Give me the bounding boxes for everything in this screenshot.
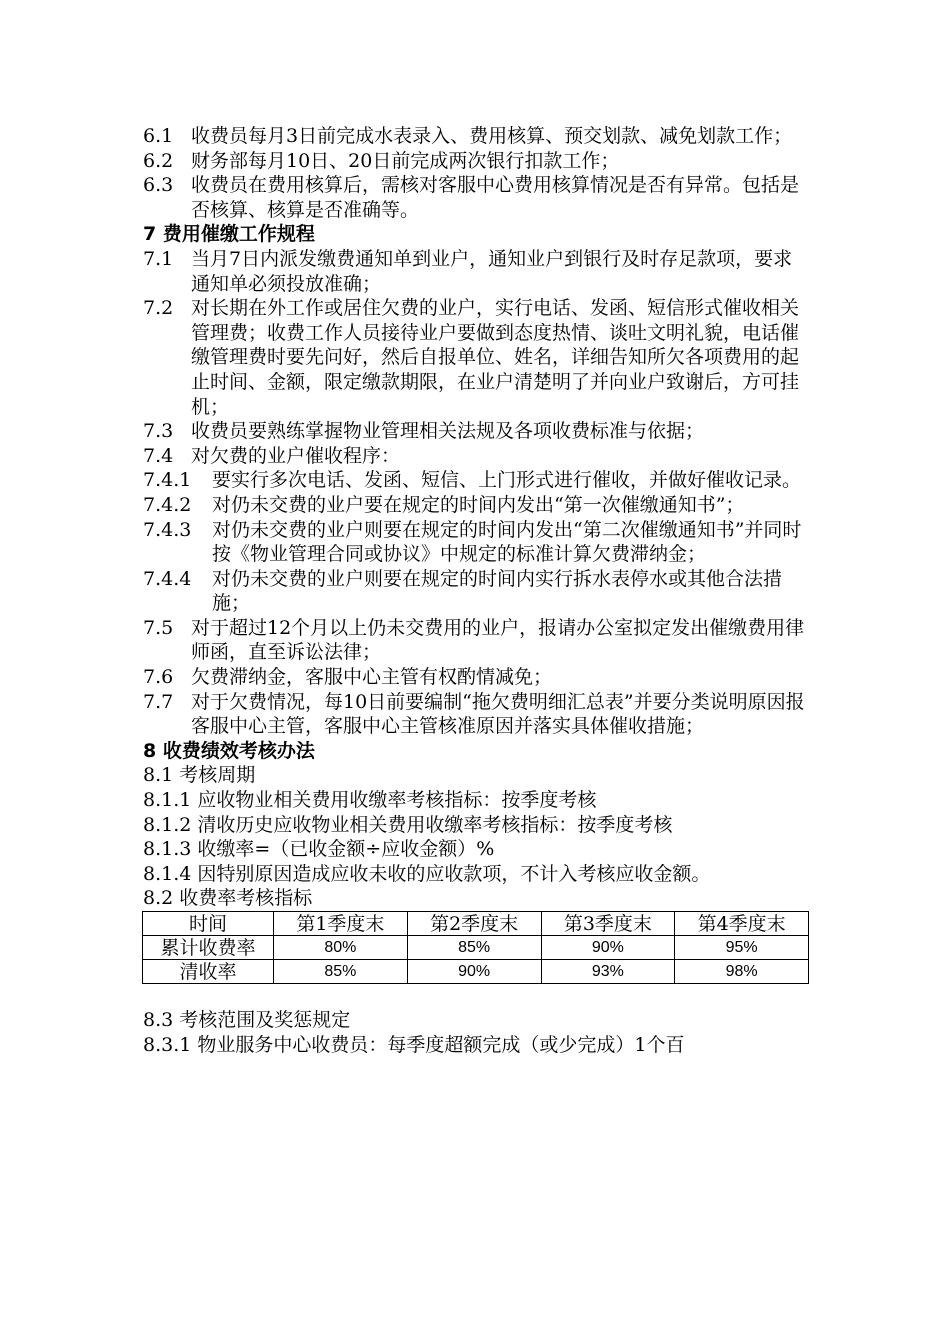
- clause-text: 对于超过12个月以上仍未交费用的业户，报请办公室拟定发出催缴费用律师函，直至诉讼法律；: [191, 616, 805, 664]
- section-7-item: [143, 468, 808, 493]
- clause-text: 对于欠费情况，每10日前要编制“拖欠费明细汇总表”并要分类说明原因报客服中心主管，客服中心主管核准原因并落实具体催收措施；: [191, 690, 805, 738]
- table-cell: 95%: [675, 936, 809, 960]
- table-cell: 85%: [274, 960, 408, 984]
- table-header-cell: 第4季度末: [675, 912, 809, 936]
- table-cell: 98%: [675, 960, 809, 984]
- section-8-heading: 8 收费绩效考核办法: [143, 739, 315, 762]
- table-header-cell: 第2季度末: [407, 912, 541, 936]
- clause-text: 财务部每月10日、20日前完成两次银行扣款工作；: [191, 149, 620, 172]
- spacer: [143, 984, 808, 1008]
- clause-text: 当月7日内派发缴费通知单到业户，通知业户到银行及时存足款项，要求通知单必须投放准确；: [191, 247, 793, 295]
- table-header-cell: 时间: [143, 912, 274, 936]
- line-8-3: 8.3 考核范围及奖惩规定: [143, 1009, 351, 1031]
- clause-text: 对仍未交费的业户则要在规定的时间内实行拆水表停水或其他合法措施；: [212, 567, 783, 615]
- table-row-label: 清收率: [143, 960, 274, 984]
- section-6-item: [143, 173, 808, 222]
- clause-text: 对仍未交费的业户则要在规定的时间内发出“第二次催缴通知书”并同时按《物业管理合同或协议》中规定的标准计算欠费滞纳金；: [212, 518, 802, 566]
- table-cell: 80%: [274, 936, 408, 960]
- table-header-cell: 第3季度末: [541, 912, 675, 936]
- clause-number: 7.7: [143, 690, 174, 713]
- clause-number: 7.2: [143, 297, 174, 320]
- clause-text: 欠费滞纳金，客服中心主管有权酌情减免；: [191, 666, 553, 689]
- clause-number: 7.6: [143, 666, 174, 689]
- line-8-1: 8.1 考核周期: [143, 764, 256, 787]
- table-row: [143, 936, 809, 960]
- clause-text: 收费员在费用核算后，需核对客服中心费用核算情况是否有异常。包括是否核算、核算是否准确等。: [191, 174, 800, 221]
- section-7-item: [143, 567, 808, 616]
- clause-number: 7.5: [143, 616, 174, 639]
- document-body: [143, 124, 808, 1057]
- clause-text: 收费员要熟练掌握物业管理相关法规及各项收费标准与依据；: [191, 420, 705, 443]
- clause-text: 对长期在外工作或居住欠费的业户，实行电话、发函、短信形式催收相关管理费；收费工作人员接待业户要做到态度热情、谈吐文明礼貌，电话催缴管理费时要先问好，然后自报单位、姓名，详细告知所欠各项费用的起止时间、金额，限定缴款期限，在业户清楚明了并向业户致谢后，方可挂机；: [191, 297, 800, 418]
- section-7-item: [143, 665, 808, 690]
- table-cell: 90%: [541, 936, 675, 960]
- table-cell: 85%: [407, 936, 541, 960]
- section-7-item: [143, 493, 808, 518]
- clause-number: 7.4: [143, 444, 174, 467]
- section-6-item: [143, 124, 808, 149]
- section-7-item: [143, 444, 808, 469]
- line-8-1-1: 8.1.1 应收物业相关费用收缴率考核指标：按季度考核: [143, 789, 597, 812]
- table-cell: 90%: [407, 960, 541, 984]
- line-8-1-4: 8.1.4 因特别原因造成应收未收的应收款项，不计入考核应收金额。: [143, 862, 711, 885]
- section-7-item: [143, 296, 808, 419]
- table-cell: 93%: [541, 960, 675, 984]
- table-row: [143, 960, 809, 984]
- clause-number: 7.4.1: [143, 469, 192, 492]
- clause-text: 收费员每月3日前完成水表录入、费用核算、预交划款、减免划款工作；: [191, 125, 793, 147]
- table-row-label: 累计收费率: [143, 936, 274, 960]
- clause-number: 7.4.4: [143, 567, 192, 590]
- clause-number: 7.3: [143, 420, 174, 443]
- section-7-list: [143, 247, 808, 739]
- clause-number: 7.1: [143, 247, 174, 270]
- clause-number: 7.4.2: [143, 493, 192, 516]
- fee-rate-table: [142, 911, 809, 984]
- clause-text: 对仍未交费的业户要在规定的时间内发出“第一次催缴通知书”；: [212, 493, 745, 516]
- clause-text: 对欠费的业户催收程序：: [191, 444, 401, 467]
- section-7-heading: 7 费用催缴工作规程: [143, 223, 315, 246]
- section-7-item: [143, 419, 808, 444]
- section-7-item: [143, 690, 808, 739]
- table-header-row: [143, 912, 809, 936]
- clause-number: 6.3: [143, 174, 174, 197]
- table-header-cell: 第1季度末: [274, 912, 408, 936]
- section-7-item: [143, 616, 808, 665]
- section-7-item: [143, 247, 808, 296]
- clause-number: 7.4.3: [143, 518, 192, 541]
- line-8-2: 8.2 收费率考核指标: [143, 887, 313, 910]
- clause-number: 6.2: [143, 149, 174, 172]
- clause-text: 要实行多次电话、发函、短信、上门形式进行催收，并做好催收记录。: [212, 469, 802, 492]
- section-6-list: [143, 124, 808, 222]
- section-7-item: [143, 518, 808, 567]
- clause-number: 6.1: [143, 125, 174, 147]
- line-8-1-3: 8.1.3 收缴率=（已收金额÷应收金额）%: [143, 838, 495, 861]
- line-8-3-1: 8.3.1 物业服务中心收费员：每季度超额完成（或少完成）1个百: [143, 1033, 685, 1056]
- section-6-item: [143, 149, 808, 174]
- line-8-1-2: 8.1.2 清收历史应收物业相关费用收缴率考核指标：按季度考核: [143, 813, 673, 836]
